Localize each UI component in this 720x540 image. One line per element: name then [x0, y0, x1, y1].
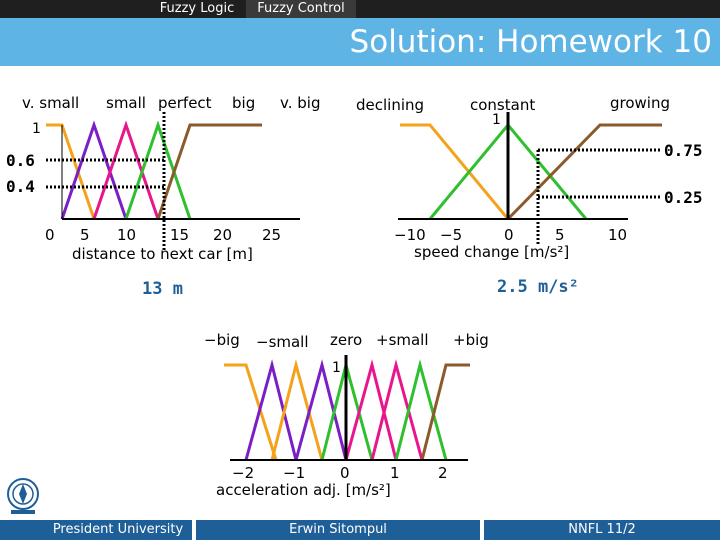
membership-value-0-75: 0.75 [664, 141, 703, 160]
curve-minus-small-b [296, 365, 346, 460]
x-tick: 0 [504, 226, 514, 244]
x-axis-label: distance to next car [m] [72, 245, 253, 263]
curve-v-big [158, 125, 262, 219]
label-minus-small: −small [256, 333, 309, 351]
membership-value-0-6: 0.6 [6, 151, 35, 170]
label-declining: declining [356, 96, 425, 114]
label-growing: growing [610, 94, 670, 112]
curve-plus-small [372, 365, 422, 460]
tab-fuzzy-control[interactable]: Fuzzy Control [246, 0, 356, 18]
x-tick: 10 [117, 226, 137, 244]
label-plus-big: +big [453, 331, 489, 349]
x-tick: 2 [438, 464, 448, 482]
x-axis-label: acceleration adj. [m/s²] [216, 481, 391, 499]
curve-minus-small [272, 365, 322, 460]
x-axis-label: speed change [m/s²] [414, 243, 570, 261]
x-tick: 20 [213, 226, 233, 244]
label-perfect: perfect [158, 94, 212, 112]
x-tick: 0 [45, 226, 55, 244]
x-tick: −1 [283, 464, 306, 482]
footer-institution: President University [52, 522, 184, 537]
curve-plus-big [422, 365, 470, 460]
label-small: small [106, 94, 146, 112]
curve-perfect [94, 125, 158, 219]
label-v-small: v. small [22, 94, 80, 112]
input-value-label: 2.5 m/s² [497, 277, 579, 297]
footer-course: NNFL 11/2 [568, 522, 636, 537]
x-tick: −2 [232, 464, 255, 482]
distance-chart [6, 94, 320, 299]
x-tick: 1 [390, 464, 400, 482]
x-tick: 15 [170, 226, 190, 244]
y-tick-1: 1 [32, 121, 41, 137]
curve-big [126, 125, 190, 219]
footer-bar [0, 520, 720, 540]
curve-plus-small-b [396, 365, 446, 460]
acceleration-chart [204, 331, 489, 499]
curve-plus-small-a [346, 365, 396, 460]
label-plus-small: +small [376, 331, 429, 349]
curve-growing [508, 125, 662, 219]
label-constant: constant [470, 96, 536, 114]
speed-chart [356, 94, 703, 297]
curve-declining [400, 125, 508, 219]
footer-author: Erwin Sitompul [289, 522, 387, 537]
x-tick: 5 [555, 226, 565, 244]
curve-v-small [46, 125, 94, 219]
label-zero: zero [330, 331, 363, 349]
university-logo-icon [4, 476, 42, 516]
y-tick-1: 1 [332, 360, 341, 376]
input-value-label: 13 m [142, 279, 183, 299]
x-tick: 25 [262, 226, 282, 244]
label-big: big [232, 94, 256, 112]
tab-fuzzy-logic[interactable]: Fuzzy Logic [159, 1, 235, 16]
membership-value-0-25: 0.25 [664, 188, 703, 207]
label-v-big: v. big [280, 94, 321, 112]
x-tick: 0 [340, 464, 350, 482]
y-tick-1: 1 [492, 112, 501, 128]
curve-small [62, 125, 126, 219]
membership-value-0-4: 0.4 [6, 177, 35, 196]
x-tick: 5 [80, 226, 90, 244]
x-tick: −10 [394, 226, 426, 244]
slide-title: Solution: Homework 10 [349, 24, 712, 60]
label-minus-big: −big [204, 331, 240, 349]
x-tick: 10 [608, 226, 628, 244]
x-tick: −5 [440, 226, 463, 244]
